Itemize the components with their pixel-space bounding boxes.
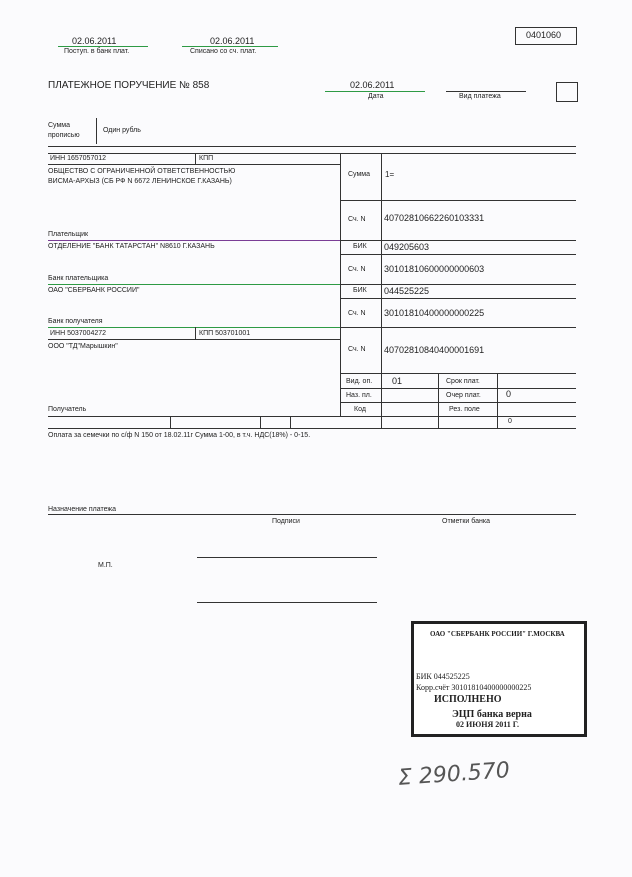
payer-label: Плательщик [48,231,89,238]
signature-line-2 [197,602,377,603]
tax-div-1 [170,416,171,428]
col-divider-values [381,153,382,417]
stamp-ecp: ЭЦП банка верна [452,709,532,720]
naz-pl-label: Наз. пл. [346,392,372,399]
amount-words-value: Один рубль [103,127,141,134]
stamp-date: 02 ИЮНЯ 2011 Г. [456,720,519,729]
payment-type-line [446,91,526,92]
stamp-status: ИСПОЛНЕНО [434,694,502,705]
payer-bank-account-label: Сч. N [348,266,366,273]
ocher-label: Очер плат. [446,392,481,399]
payee-inn-kpp-divider [195,327,196,339]
row-line-nazpl-bottom [340,402,576,403]
inn-kpp-divider [195,153,196,164]
payer-name-1: ОБЩЕСТВО С ОГРАНИЧЕННОЙ ОТВЕТСТВЕННОСТЬЮ [48,168,236,175]
date-received-label: Поступ. в банк плат. [64,48,130,55]
date-received: 02.06.2011 [72,36,117,46]
page-title: ПЛАТЕЖНОЕ ПОРУЧЕНИЕ № 858 [48,80,210,91]
payer-kpp-label: КПП [199,155,214,162]
payer-account: 40702810662260103331 [384,213,485,223]
payer-bank-name: ОТДЕЛЕНИЕ "БАНК ТАТАРСТАН" N8610 Г.КАЗАНЬ [48,243,215,250]
payee-bank-account-label: Сч. N [348,310,366,317]
payee-bank-bik: 044525225 [384,286,430,296]
tax-div-5 [438,416,439,428]
handwritten-sum: Σ 290.570 [397,758,511,791]
sum-label: Сумма [348,171,370,178]
codes-divider-2 [497,373,498,417]
payer-bank-bik: 049205603 [384,242,430,252]
row-line-inn-top [48,153,576,154]
row-line-vidop-bottom [340,388,576,389]
payment-date-label: Дата [368,93,384,100]
payment-date-line [325,91,425,92]
row-line-acc2-bottom [340,284,576,285]
payee-kpp: КПП 503701001 [199,330,251,337]
date-debited-label: Списано со сч. плат. [190,48,257,55]
amount-words-label-2: прописью [48,132,80,139]
row-line-payee-inn-bottom [48,339,340,340]
stamp-bank-name: ОАО "СБЕРБАНК РОССИИ" Г.МОСКВА [430,630,565,638]
kod-label: Код [354,406,366,413]
payee-bank-account: 30101810400000000225 [384,308,485,318]
payee-name: ООО "ТД"Марышкин" [48,343,118,350]
date-received-line [58,46,148,47]
row-line-bik2-bottom [340,298,576,299]
payer-bank-account: 30101810600000000603 [384,264,485,274]
row-line-acc1-bottom [340,240,576,241]
row-line-acc4-bottom [340,373,576,374]
col-divider-main [340,153,341,417]
payer-name-2: ВИСМА-АРХЫЗ (СБ РФ N 6672 ЛЕНИНСКОЕ Г.КАЗАНЬ) [48,178,232,185]
payer-bank-label: Банк плательщика [48,275,109,282]
signature-line-1 [197,557,377,558]
vid-op-label: Вид. оп. [346,378,373,385]
payee-account: 40702810840400001691 [384,345,485,355]
stamp-place-label: М.П. [98,562,113,569]
payment-type-label: Вид платежа [459,93,501,100]
payee-bank-name: ОАО "СБЕРБАНК РОССИИ" [48,287,140,294]
payee-bank-label: Банк получателя [48,318,103,325]
amount-words-label-1: Сумма [48,122,70,129]
payer-bank-bik-label: БИК [353,243,367,250]
purpose-line [48,514,576,515]
payee-inn: ИНН 5037004272 [50,330,107,337]
stamp-bik: БИК 044525225 [416,672,470,681]
stamp-corr: Корр.счёт 30101810400000000225 [416,683,532,692]
signatures-label: Подписи [272,518,300,525]
bank-marks-label: Отметки банка [442,518,490,525]
bank-stamp [411,621,587,737]
tax-div-4 [381,416,382,428]
payee-account-label: Сч. N [348,346,366,353]
form-code: 0401060 [526,30,562,40]
amount-words-bottom [48,146,576,147]
tax-bottom-value: 0 [508,418,512,425]
sum-value: 1= [385,170,395,179]
payee-bank-bik-label: БИК [353,287,367,294]
purpose-text: Оплата за семечки по с/ф N 150 от 18.02.11г Сумма 1-00, в т.ч. НДС(18%) - 0-15. [48,432,311,439]
row-line-payer-bank [48,284,340,285]
row-line-sum-bottom [340,200,576,201]
payment-date: 02.06.2011 [350,80,395,90]
srok-label: Срок плат. [446,378,480,385]
row-line-tax [48,428,576,429]
payer-account-label: Сч. N [348,216,366,223]
row-line-acc3-bottom [340,327,576,328]
codes-divider-1 [438,373,439,417]
amount-words-divider [96,118,97,144]
row-line-inn-bottom [48,164,340,165]
tax-div-6 [497,416,498,428]
row-line-payee-bank [48,327,340,328]
purpose-label: Назначение платежа [48,506,116,513]
ocher-value: 0 [506,389,512,399]
payer-inn: ИНН 1657057012 [50,155,107,162]
tax-div-3 [290,416,291,428]
date-debited-line [182,46,278,47]
date-debited: 02.06.2011 [210,36,255,46]
payment-type-box [556,82,578,102]
rez-label: Рез. поле [449,406,480,413]
tax-div-2 [260,416,261,428]
vid-op-value: 01 [392,376,403,386]
row-line-bik1-bottom [340,254,576,255]
payee-label: Получатель [48,406,87,413]
row-line-payer [48,240,340,241]
